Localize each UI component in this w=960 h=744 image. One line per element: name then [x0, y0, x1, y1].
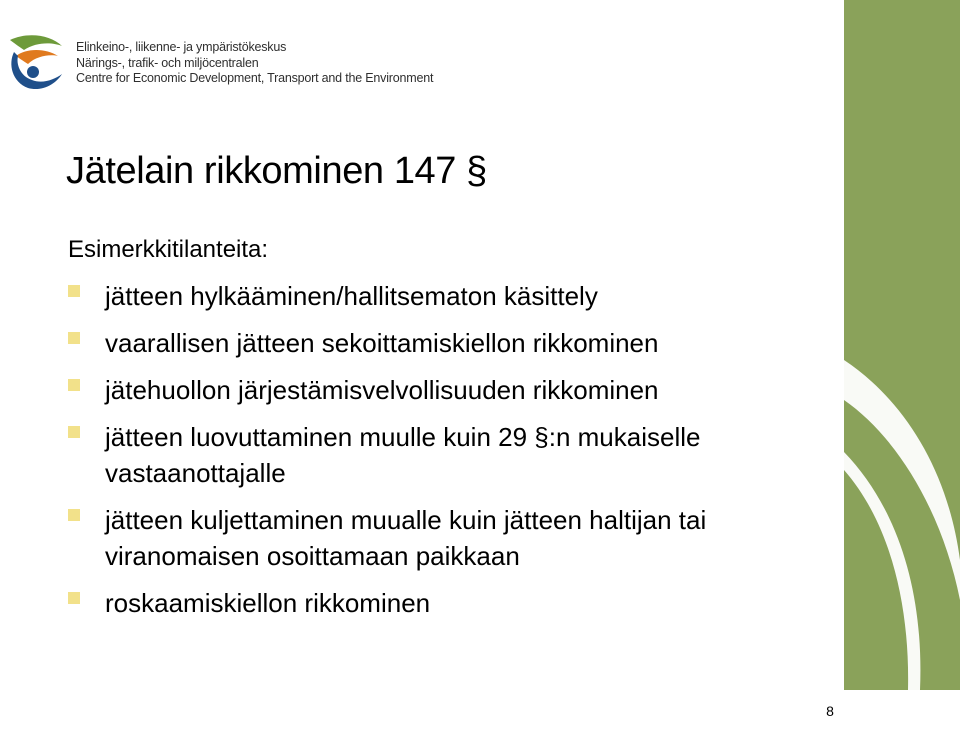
- square-bullet-icon: [68, 509, 80, 521]
- bullet-list: [68, 278, 838, 632]
- square-bullet-icon: [68, 379, 80, 391]
- bullet-text: jätteen luovuttaminen muulle kuin 29 §:n mukaiselle vastaanottajalle: [105, 422, 701, 488]
- square-bullet-icon: [68, 332, 80, 344]
- decorative-side-band: [844, 0, 960, 744]
- square-bullet-icon: [68, 592, 80, 604]
- org-name-english: Centre for Economic Development, Transport and the Environment: [76, 71, 434, 85]
- organization-names: [76, 40, 433, 87]
- square-bullet-icon: [68, 426, 80, 438]
- bullet-text: jätteen kuljettaminen muualle kuin jätteen haltijan tai viranomaisen osoittamaan paikkaan: [105, 505, 707, 571]
- bullet-text: roskaamiskiellon rikkominen: [105, 588, 431, 618]
- list-item: [68, 325, 838, 361]
- ely-logo-icon: [6, 30, 64, 92]
- bullet-text: jätteen hylkääminen/hallitsematon käsittely: [105, 281, 598, 311]
- org-name-swedish: Närings-, trafik- och miljöcentralen: [76, 55, 259, 70]
- org-name-finnish: Elinkeino-, liikenne- ja ympäristökeskus: [76, 40, 287, 54]
- intro-text: Esimerkkitilanteita:: [68, 236, 269, 263]
- bullet-text: vaarallisen jätteen sekoittamiskiellon rikkominen: [105, 328, 659, 358]
- slide-title: Jätelain rikkominen 147 §: [66, 150, 487, 192]
- list-item: [68, 585, 838, 621]
- list-item: [68, 278, 838, 314]
- list-item: [68, 419, 838, 491]
- bullet-text: jätehuollon järjestämisvelvollisuuden rikkominen: [105, 375, 659, 405]
- list-item: [68, 502, 838, 574]
- square-bullet-icon: [68, 285, 80, 297]
- list-item: [68, 372, 838, 408]
- page-number: 8: [826, 703, 834, 719]
